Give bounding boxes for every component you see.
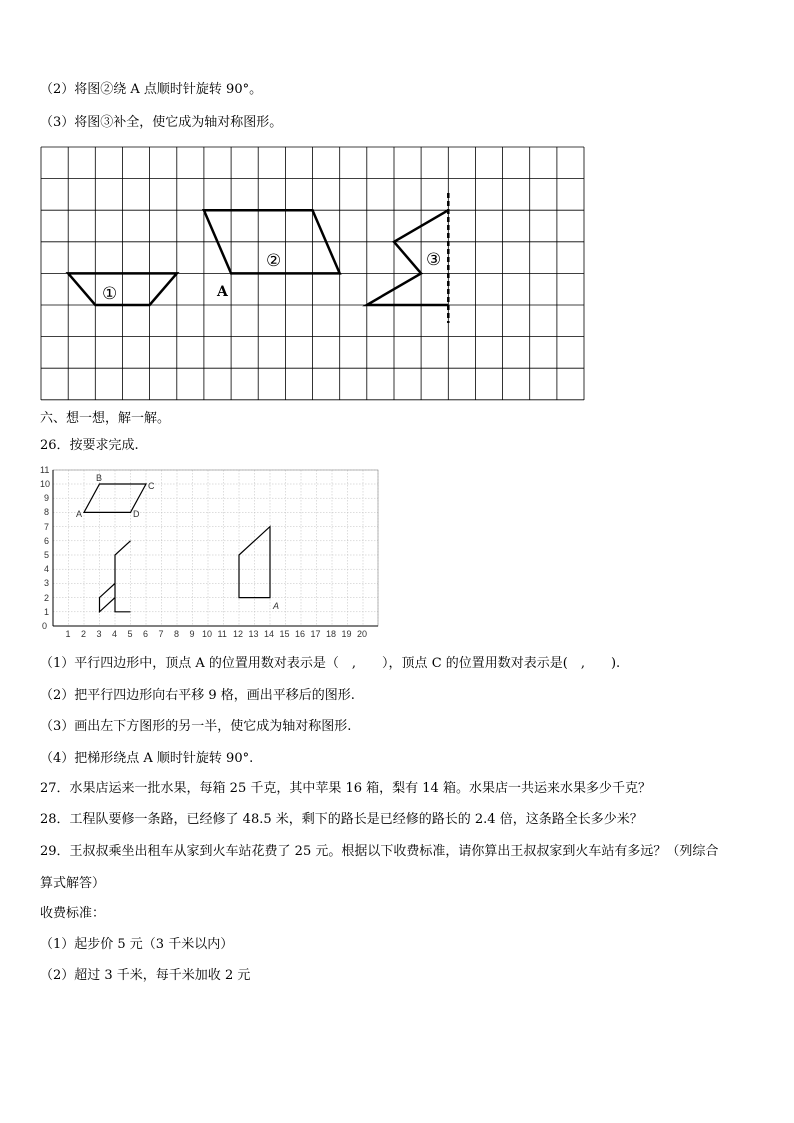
- y-tick: 6: [44, 536, 50, 546]
- shape-3-label: ③: [426, 250, 442, 270]
- coordinate-grid-figure-2: [30, 465, 390, 665]
- vertex-d-label: D: [133, 509, 140, 519]
- question-27: 27．水果店运来一批水果，每箱 25 千克，其中苹果 16 箱，梨有 14 箱。水果店一共运来水果多少千克？: [40, 781, 651, 796]
- x-tick: 15: [279, 629, 290, 639]
- y-tick: 0: [42, 621, 48, 631]
- x-tick: 19: [341, 629, 352, 639]
- y-tick: 1: [44, 607, 50, 617]
- question-26-sub-2: （2）把平行四边形向右平移 9 格，画出平移后的图形.: [40, 688, 355, 703]
- y-tick: 8: [44, 507, 50, 517]
- x-tick: 16: [295, 629, 306, 639]
- y-tick: 3: [44, 578, 50, 588]
- x-tick: 2: [81, 629, 87, 639]
- x-tick: 18: [326, 629, 337, 639]
- x-tick: 17: [310, 629, 321, 639]
- vertex-b-label: B: [96, 473, 103, 483]
- x-tick: 7: [158, 629, 164, 639]
- question-29-line-1: 29．王叔叔乘坐出租车从家到火车站花费了 25 元。根据以下收费标准，请你算出王叔叔家到火车站有多远？（列综合: [40, 844, 719, 859]
- x-tick: 6: [143, 629, 149, 639]
- y-tick: 9: [44, 493, 50, 503]
- section-6-heading: 六、想一想，解一解。: [40, 411, 171, 426]
- question-29-line-2: 算式解答）: [40, 876, 106, 891]
- y-tick: 11: [40, 465, 50, 475]
- question-26-sub-1: （1）平行四边形中，顶点 A 的位置用数对表示是（ , ），顶点 C 的位置用数对表示是( , ).: [40, 656, 621, 671]
- fee-standard-title: 收费标准：: [40, 906, 106, 921]
- point-a-label: A: [217, 284, 228, 300]
- question-26-title: 26．按要求完成.: [40, 438, 139, 453]
- x-tick: 12: [233, 629, 244, 639]
- x-tick: 13: [248, 629, 259, 639]
- question-26-sub-4: （4）把梯形绕点 A 顺时针旋转 90°.: [40, 751, 254, 766]
- instruction-rotate-figure2: （2）将图②绕 A 点顺时针旋转 90°。: [40, 82, 263, 97]
- x-tick: 14: [264, 629, 275, 639]
- x-tick: 3: [96, 629, 102, 639]
- fee-standard-2: （2）超过 3 千米，每千米加收 2 元: [40, 968, 251, 983]
- y-tick: 5: [44, 550, 50, 560]
- y-tick: 2: [44, 593, 50, 603]
- y-tick: 7: [44, 522, 50, 532]
- shape-1-label: ①: [102, 284, 118, 304]
- x-tick: 9: [189, 629, 195, 639]
- coordinate-grid-lines: [53, 470, 378, 626]
- trapezoid-point-a-label: A: [273, 601, 280, 611]
- x-tick: 1: [65, 629, 71, 639]
- grid-figure-1: [38, 145, 588, 405]
- x-tick: 10: [202, 629, 213, 639]
- x-tick: 20: [357, 629, 368, 639]
- grid-border: [53, 470, 378, 626]
- y-tick: 10: [40, 479, 51, 489]
- question-28: 28．工程队要修一条路，已经修了 48.5 米，剩下的路长是已经修的路长的 2.4 倍，这条路全长多少米？: [40, 812, 643, 827]
- vertex-c-label: C: [148, 481, 155, 491]
- x-tick: 5: [127, 629, 133, 639]
- x-tick: 8: [174, 629, 180, 639]
- y-tick: 4: [44, 564, 50, 574]
- x-tick: 11: [217, 629, 227, 639]
- shape-2-label: ②: [266, 251, 282, 271]
- x-tick: 4: [112, 629, 118, 639]
- instruction-complete-figure3: （3）将图③补全，使它成为轴对称图形。: [40, 115, 283, 130]
- vertex-a-label: A: [76, 509, 83, 519]
- fee-standard-1: （1）起步价 5 元（3 千米以内）: [40, 937, 234, 952]
- question-26-sub-3: （3）画出左下方图形的另一半，使它成为轴对称图形.: [40, 719, 352, 734]
